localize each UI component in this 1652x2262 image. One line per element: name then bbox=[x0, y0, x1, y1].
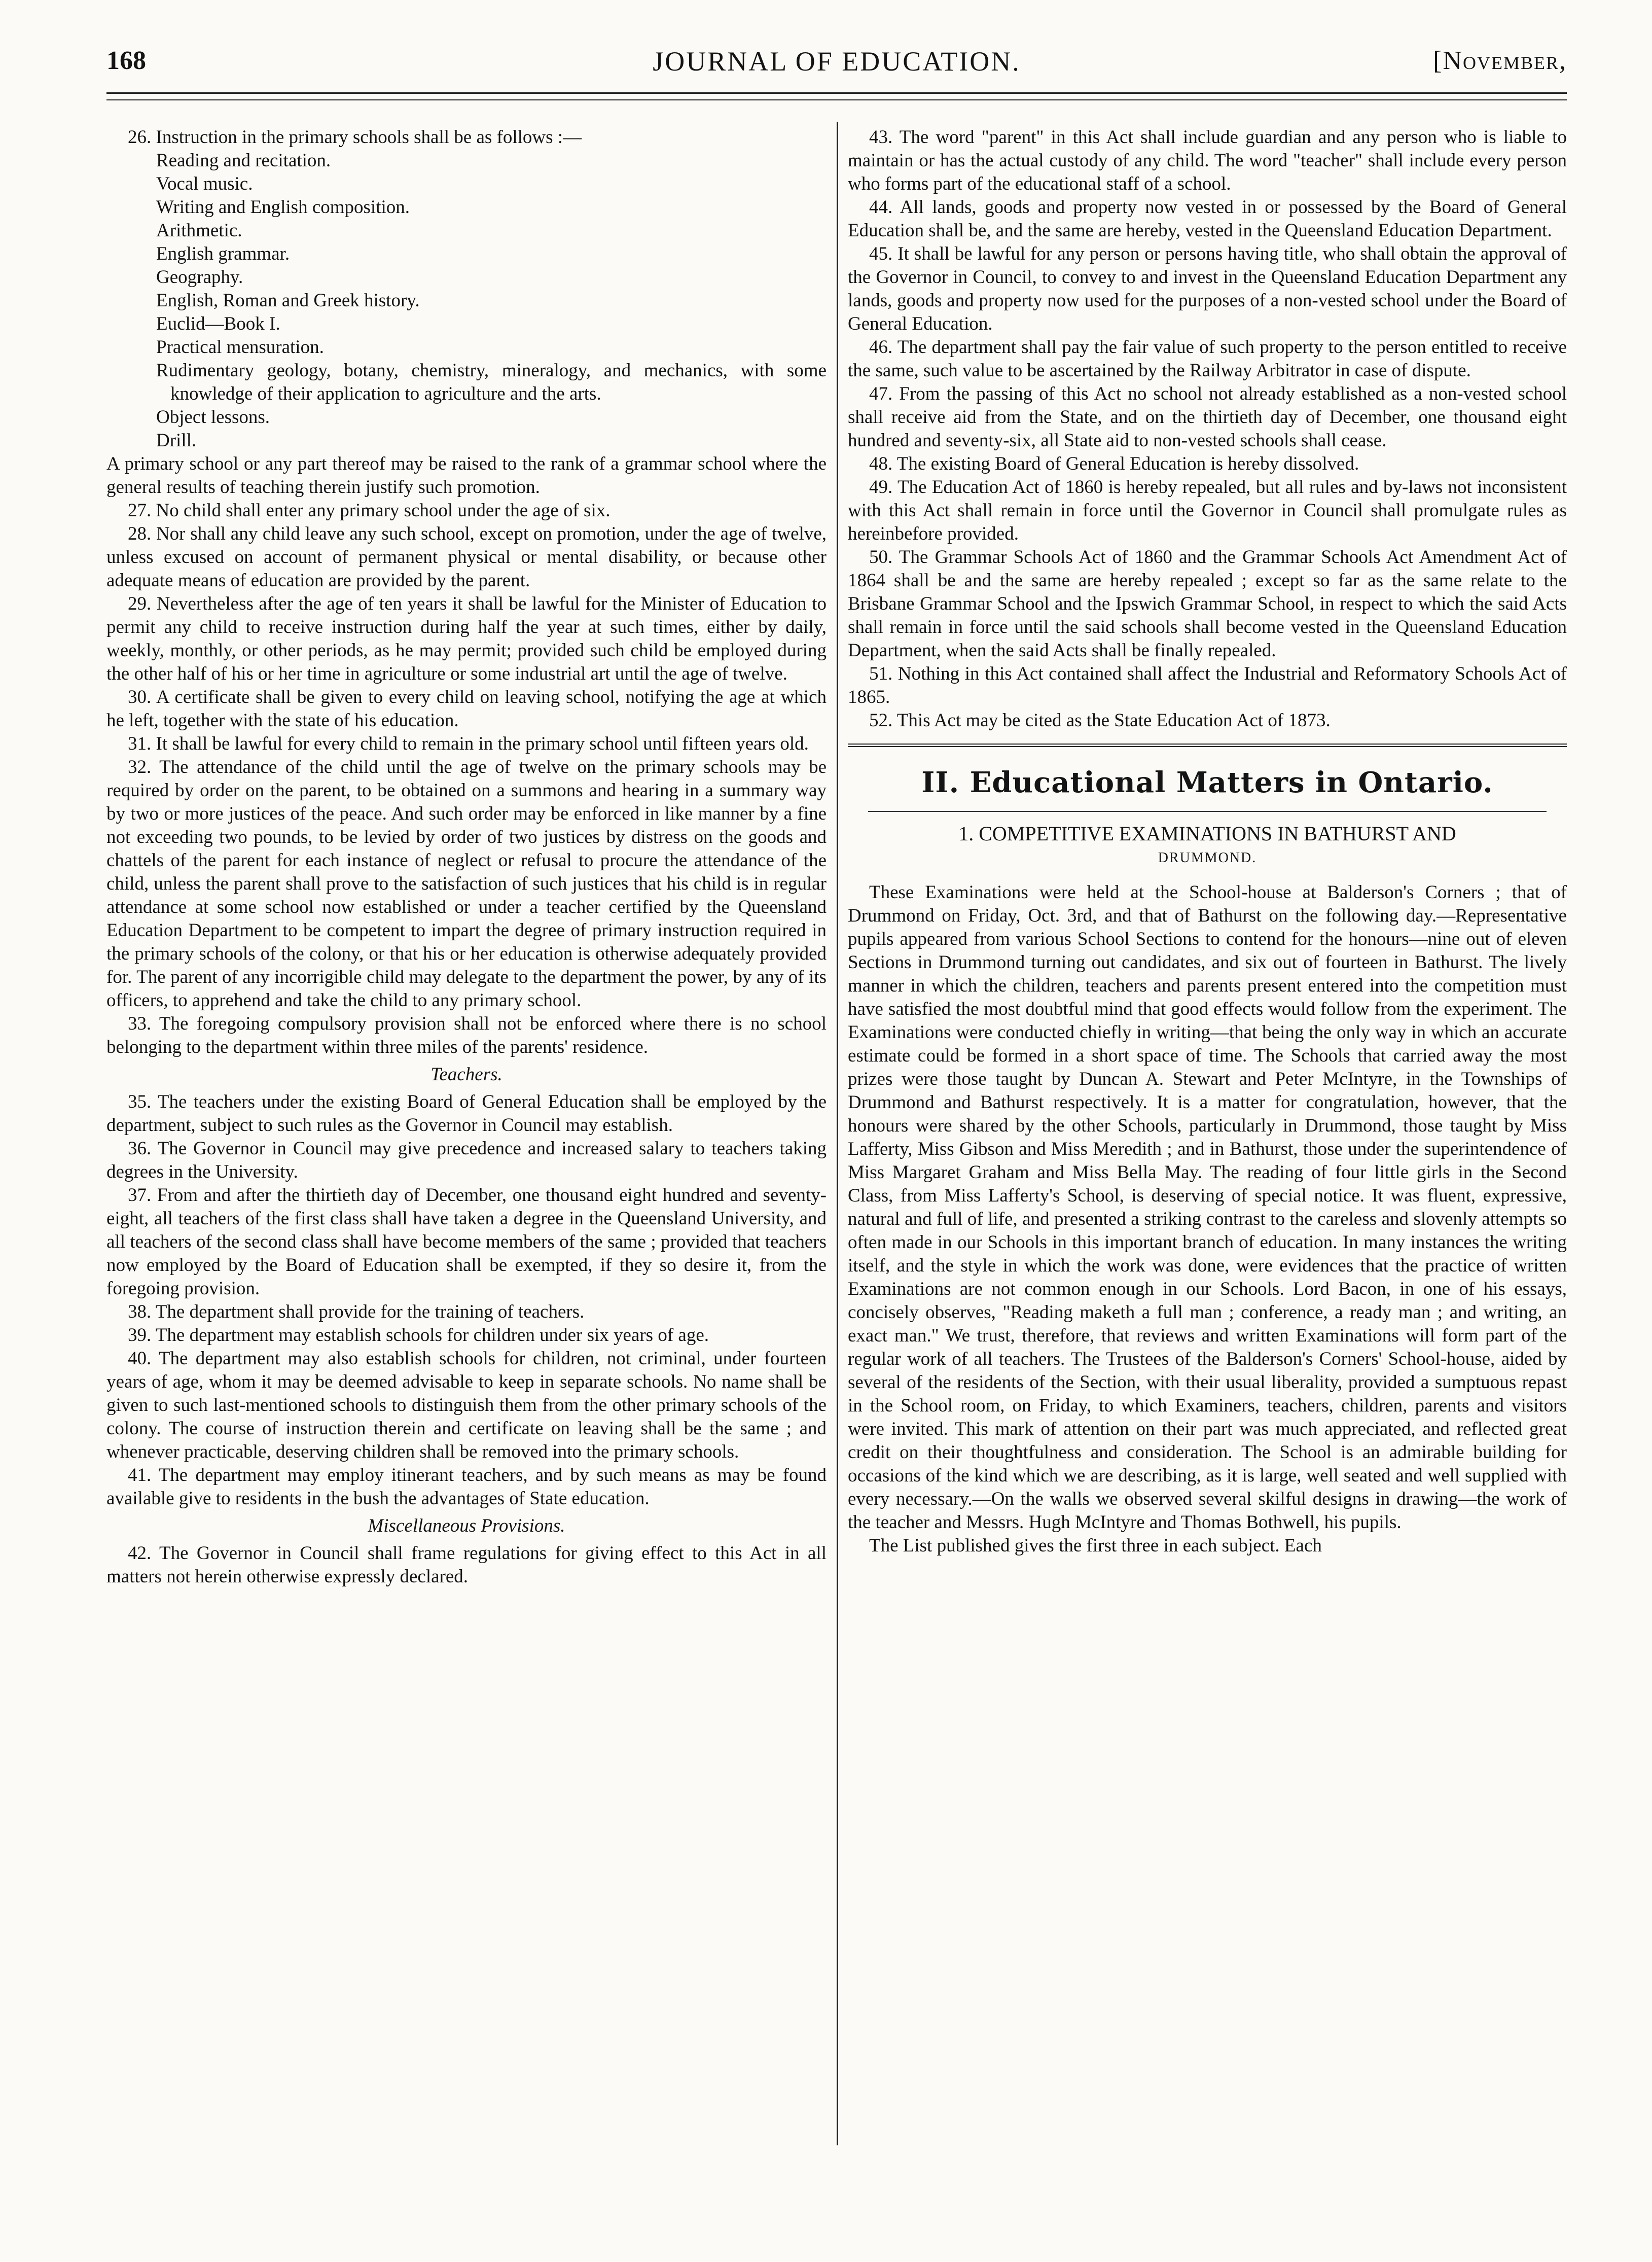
subject-item: Euclid—Book I. bbox=[156, 313, 280, 334]
section-27: 27. No child shall enter any primary school under the age of six. bbox=[128, 500, 610, 521]
section-39: 39. The department may establish schools for children under six years of age. bbox=[128, 1325, 709, 1346]
miscellaneous-heading: Miscellaneous Provisions. bbox=[368, 1515, 565, 1536]
section-37: 37. From and after the thirtieth day of December, one thousand eight hundred and seventy-eight, all teachers of the first class shall have taken a degree in the Queensland University, and all teachers of the second class shall have become members of the same ; provided that teachers now employed by the Board of Education shall be exempted, if they so desire it, from the foregoing provision. bbox=[106, 1185, 827, 1299]
page-number: 168 bbox=[106, 46, 146, 75]
subject-item: Vocal music. bbox=[156, 173, 253, 194]
subject-item: English, Roman and Greek history. bbox=[156, 290, 420, 311]
running-header bbox=[106, 46, 1567, 81]
section-45: 45. It shall be lawful for any person or persons having title, who shall obtain the approval of the Governor in Council, to convey to and invest in the Queensland Education Department any lands, goods and property now used for the purposes of a non-vested school under the Board of General Education. bbox=[848, 243, 1567, 334]
section-31: 31. It shall be lawful for every child to remain in the primary school until fifteen years old. bbox=[128, 733, 809, 754]
section-28: 28. Nor shall any child leave any such school, except on promotion, under the age of twelve, unless excused on account of permanent physical or mental disability, or because other adequate means of education are provided by the parent. bbox=[106, 523, 827, 591]
subject-item: Drill. bbox=[156, 430, 197, 451]
section-32: 32. The attendance of the child until the age of twelve on the primary schools may be required by order on the parent, to be obtained on a summons and hearing in a summary way by two or more justices of the peace. And such order may be enforced in like manner by a fine not exceeding two pounds, to be levied by order of two justices by distress on the goods and chattels of the parent for each instance of neglect or refusal to procure the attendance of the child, unless the parent shall prove to the satisfaction of such justices that his child is in regular attendance at some school now established or under a teacher certified by the Queensland Education Department to be competent to impart the degree of primary instruction required in the primary schools of the colony, or that his or her education is otherwise adequately provided for. The parent of any incorrigible child may delegate to the department the power, by any of its officers, to apprehend and take the child to any primary school. bbox=[106, 757, 827, 1011]
section-51: 51. Nothing in this Act contained shall affect the Industrial and Reformatory Schools Act of 1865. bbox=[848, 663, 1567, 708]
left-column bbox=[106, 126, 827, 1588]
section-30: 30. A certificate shall be given to every child on leaving school, notifying the age at which he left, together with the state of his education. bbox=[106, 687, 827, 731]
section-50: 50. The Grammar Schools Act of 1860 and the Grammar Schools Act Amendment Act of 1864 shall be and the same are hereby repealed ; except so far as the same relate to the Brisbane Grammar School and the Ipswich Grammar School, in respect to which the said Acts shall remain in force until the said schools shall become vested in the Queensland Education Department, when the said Acts shall be finally repealed. bbox=[848, 547, 1567, 661]
subject-list bbox=[106, 149, 827, 452]
section-26-continued: A primary school or any part thereof may be raised to the rank of a grammar school where the general results of teaching therein justify such promotion. bbox=[106, 453, 827, 498]
section-divider bbox=[848, 744, 1567, 747]
section-29: 29. Nevertheless after the age of ten years it shall be lawful for the Minister of Education to permit any child to receive instruction during half the year at such times, either by daily, weekly, monthly, or other periods, as he may permit; provided such child be employed during the other half of his or her time in agriculture or some industrial art until the age of twelve. bbox=[106, 593, 827, 684]
journal-title: JOURNAL OF EDUCATION. bbox=[653, 46, 1021, 77]
section-42: 42. The Governor in Council shall frame regulations for giving effect to this Act in all matters not herein otherwise expressly declared. bbox=[106, 1543, 827, 1587]
section-41: 41. The department may employ itinerant teachers, and by such means as may be found available give to residents in the bush the advantages of State education. bbox=[106, 1465, 827, 1509]
section-26: 26. Instruction in the primary schools shall be as follows :— bbox=[128, 127, 582, 148]
header-rule bbox=[106, 92, 1567, 94]
article-last-line: The List published gives the first three in each subject. Each bbox=[869, 1535, 1322, 1556]
header-month: [November, bbox=[1433, 46, 1567, 75]
subject-item: Geography. bbox=[156, 267, 243, 288]
section-46: 46. The department shall pay the fair value of such property to the person entitled to receive the same, such value to be ascertained by the Railway Arbitrator in case of dispute. bbox=[848, 337, 1567, 381]
section-43: 43. The word "parent" in this Act shall include guardian and any person who is liable to maintain or has the actual custody of any child. The word "teacher" shall include every person who forms part of the educational staff of a school. bbox=[848, 127, 1567, 194]
header-rule-thin bbox=[106, 99, 1567, 100]
title-rule bbox=[868, 811, 1547, 812]
subject-item: English grammar. bbox=[156, 243, 290, 264]
subject-item: Writing and English composition. bbox=[156, 197, 410, 218]
article-body: These Examinations were held at the School-house at Balderson's Corners ; that of Drummond on Friday, Oct. 3rd, and that of Bathurst on the following day.—Representative pupils appeared from various School Sections to contend for the honours—nine out of eleven Sections in Drummond turning out candidates, and six out of fourteen in Bathurst. The lively manner in which the children, teachers and parents present entered into the competition must have satisfied the most doubtful mind that good effects would follow from the experiment. The Examinations were conducted chiefly in writing—that being the only way in which an accurate estimate could be formed in a short space of time. The Schools that carried away the most prizes were those taught by Duncan A. Stewart and Peter McIntyre, in the Townships of Drummond and Bathurst respectively. It is a matter for congratulation, however, that the honours were shared by the other Schools, particularly in Drummond, those taught by Miss Lafferty, Miss Gibson and Miss Meredith ; and in Bathurst, those under the superintendence of Miss Margaret Graham and Miss Bella May. The reading of four little girls in the Second Class, from Miss Lafferty's School, is deserving of special notice. It was fluent, expressive, natural and full of life, and presented a striking contrast to the careless and slovenly attempts so often made in our Schools in this important branch of education. In many instances the writing itself, and the style in which the work was done, were evidences that the practice of written Examinations are not common enough in our Schools. Lord Bacon, in one of his essays, concisely observes, "Reading maketh a full man ; conference, a ready man ; and writing, an exact man." We trust, therefore, that reviews and written Examinations will form part of the regular work of all teachers. The Trustees of the Balderson's Corners' School-house, aided by several of the residents of the Section, with their usual liberality, provided a sumptuous repast in the School room, on Friday, to which Examiners, teachers, children, parents and visitors were invited. This mark of attention on their part was much appreciated, and reflected great credit on their thoughtfulness and consideration. The School is an admirable building for occasions of the kind which we are describing, as it is large, well seated and well supplied with every necessary.—On the walls we observed several skilful designs in drawing—the work of the teacher and Messrs. Hugh McIntyre and Thomas Bothwell, his pupils. bbox=[848, 882, 1567, 1533]
section-47: 47. From the passing of this Act no school not already established as a non-vested school shall receive aid from the State, and on the thirtieth day of December, one thousand eight hundred and seventy-six, all State aid to non-vested schools shall cease. bbox=[848, 383, 1567, 451]
subject-item: Reading and recitation. bbox=[156, 150, 331, 171]
subject-item: Rudimentary geology, botany, chemistry, mineralogy, and mechanics, with some knowledge of their application to agriculture and the arts. bbox=[156, 360, 827, 404]
section-48: 48. The existing Board of General Education is hereby dissolved. bbox=[869, 453, 1359, 474]
section-38: 38. The department shall provide for the training of teachers. bbox=[128, 1301, 585, 1322]
right-column bbox=[848, 126, 1567, 1558]
article-title: 1. COMPETITIVE EXAMINATIONS IN BATHURST AND bbox=[958, 822, 1456, 845]
section-40: 40. The department may also establish schools for children, not criminal, under fourteen years of age, whom it may be deemed advisable to keep in separate schools. No name shall be given to such last-mentioned schools to distinguish them from the other primary schools of the colony. The course of instruction therein and certificate on leaving shall be the same ; and whenever practicable, deserving children shall be removed into the primary schools. bbox=[106, 1348, 827, 1462]
section-35: 35. The teachers under the existing Board of General Education shall be employed by the department, subject to such rules as the Governor in Council may establish. bbox=[106, 1091, 827, 1136]
column-separator bbox=[837, 122, 838, 2145]
section-36: 36. The Governor in Council may give precedence and increased salary to teachers taking degrees in the University. bbox=[106, 1138, 827, 1182]
subject-item: Object lessons. bbox=[156, 407, 270, 428]
subject-item: Arithmetic. bbox=[156, 220, 242, 241]
article-title-line2: DRUMMOND. bbox=[1158, 850, 1257, 866]
section-49: 49. The Education Act of 1860 is hereby repealed, but all rules and by-laws not inconsistent with this Act shall remain in force until the Governor in Council shall promulgate rules as hereinbefore provided. bbox=[848, 477, 1567, 544]
teachers-heading: Teachers. bbox=[430, 1064, 502, 1085]
section-44: 44. All lands, goods and property now vested in or possessed by the Board of General Education shall be, and the same are hereby, vested in the Queensland Education Department. bbox=[848, 197, 1567, 241]
section-52: 52. This Act may be cited as the State Education Act of 1873. bbox=[869, 710, 1331, 731]
section-title: II. Educational Matters in Ontario. bbox=[921, 766, 1493, 799]
subject-item: Practical mensuration. bbox=[156, 337, 324, 358]
section-33: 33. The foregoing compulsory provision shall not be enforced where there is no school belonging to the department within three miles of the parents' residence. bbox=[106, 1013, 827, 1057]
